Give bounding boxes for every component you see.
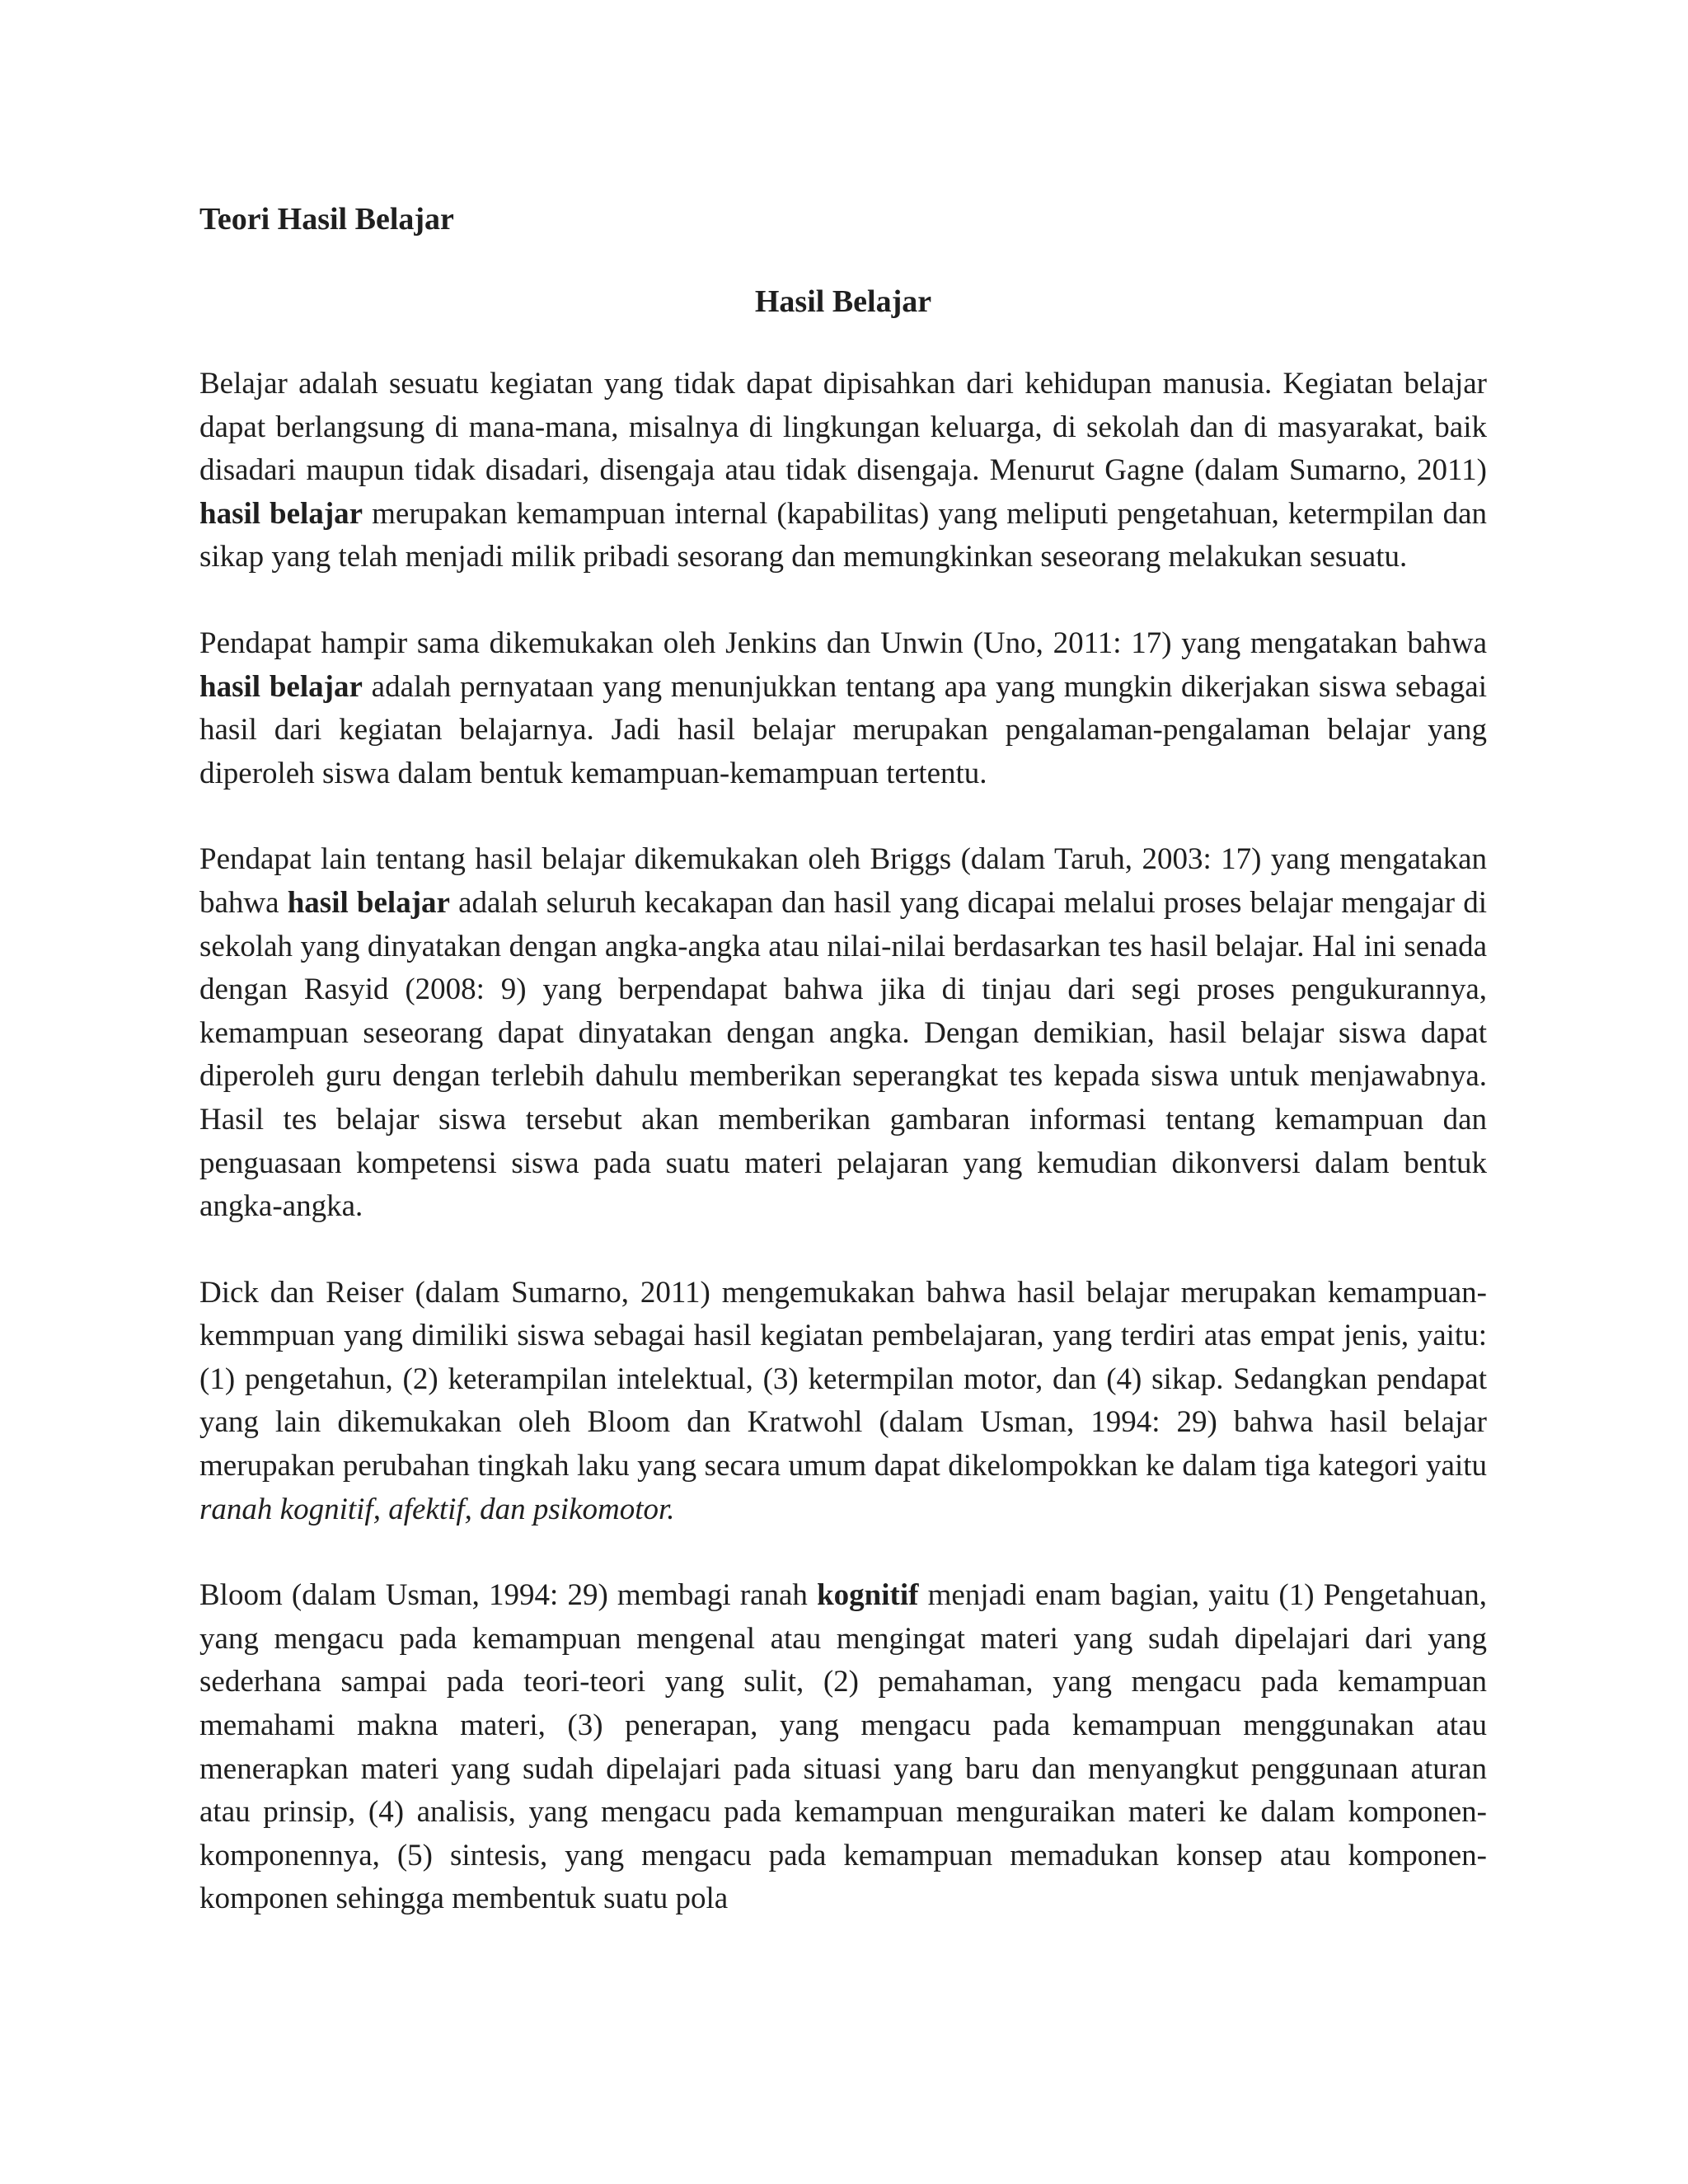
document-page xyxy=(199,198,1487,1964)
paragraph-text: Pendapat lain tentang hasil belajar dikemukakan oleh Briggs (dalam Taruh, 2003: 17) yang mengatakan bahwa xyxy=(199,842,1487,920)
paragraph-1 xyxy=(199,363,1487,579)
paragraph-text: adalah pernyataan yang menunjukkan tentang apa yang mungkin dikerjakan siswa sebagai hasil dari kegiatan belajarnya. Jadi hasil belajar merupakan pengalaman-pengalaman belajar yang diperoleh siswa dalam bentuk kemampuan-kemampuan tertentu. xyxy=(199,669,1487,790)
bold-term: hasil belajar xyxy=(199,669,363,704)
paragraph-text: menjadi enam bagian, yaitu (1) Pengetahuan, yang mengacu pada kemampuan mengenal atau mengingat materi yang sudah dipelajari dari yang sederhana sampai pada teori-teori yang sulit, (2) pemahaman, yang mengacu pada kemampuan memahami makna materi, (3) penerapan, yang mengacu pada kemampuan menggunakan atau menerapkan materi yang sudah dipelajari pada situasi yang baru dan menyangkut penggunaan aturan atau prinsip, (4) analisis, yang mengacu pada kemampuan menguraikan materi ke dalam komponen-komponennya, (5) sintesis, yang mengacu pada kemampuan memadukan konsep atau komponen-komponen sehingga membentuk suatu pola xyxy=(199,1578,1487,1916)
paragraph-3 xyxy=(199,838,1487,1228)
bold-term: kognitif xyxy=(817,1578,919,1613)
bold-term: hasil belajar xyxy=(199,496,363,531)
paragraph-text: Dick dan Reiser (dalam Sumarno, 2011) mengemukakan bahwa hasil belajar merupakan kemampuan-kemmpuan yang dimiliki siswa sebagai hasil kegiatan pembelajaran, yang terdiri atas empat jenis, yaitu: (1) pengetahun, (2) keterampilan intelektual, (3) ketermpilan motor, dan (4) sikap. Sedangkan pendapat yang lain dikemukakan oleh Bloom dan Kratwohl (dalam Usman, 1994: 29) bahwa hasil belajar merupakan perubahan tingkah laku yang secara umum dapat dikelompokkan ke dalam tiga kategori yaitu xyxy=(199,1275,1487,1483)
paragraph-text: Belajar adalah sesuatu kegiatan yang tidak dapat dipisahkan dari kehidupan manusia. Kegiatan belajar dapat berlangsung di mana-mana, misalnya di lingkungan keluarga, di sekolah dan di masyarakat, baik disadari maupun tidak disadari, disengaja atau tidak disengaja. Menurut Gagne (dalam Sumarno, 2011) xyxy=(199,367,1487,488)
bold-term: hasil belajar xyxy=(287,885,450,920)
paragraph-text: adalah seluruh kecakapan dan hasil yang dicapai melalui proses belajar mengajar di sekolah yang dinyatakan dengan angka-angka atau nilai-nilai berdasarkan tes hasil belajar. Hal ini senada dengan Rasyid (2008: 9) yang berpendapat bahwa jika di tinjau dari segi proses pengukurannya, kemampuan seseorang dapat dinyatakan dengan angka. Dengan demikian, hasil belajar siswa dapat diperoleh guru dengan terlebih dahulu memberikan seperangkat tes kepada siswa untuk menjawabnya. Hasil tes belajar siswa tersebut akan memberikan gambaran informasi tentang kemampuan dan penguasaan kompetensi siswa pada suatu materi pelajaran yang kemudian dikonversi dalam bentuk angka-angka. xyxy=(199,885,1487,1224)
paragraph-text: Pendapat hampir sama dikemukakan oleh Jenkins dan Unwin (Uno, 2011: 17) yang mengatakan bahwa xyxy=(199,626,1487,660)
section-heading: Hasil Belajar xyxy=(754,284,932,319)
paragraph-5 xyxy=(199,1574,1487,1921)
document-title: Teori Hasil Belajar xyxy=(199,202,454,237)
paragraph-text: Bloom (dalam Usman, 1994: 29) membagi ranah xyxy=(199,1578,818,1613)
paragraph-4 xyxy=(199,1272,1487,1532)
italic-term: ranah kognitif, afektif, dan psikomotor. xyxy=(199,1492,675,1526)
paragraph-2 xyxy=(199,622,1487,795)
paragraph-text: merupakan kemampuan internal (kapabilitas) yang meliputi pengetahuan, ketermpilan dan sikap yang telah menjadi milik pribadi sesorang dan memungkinkan seseorang melakukan sesuatu. xyxy=(199,496,1487,574)
